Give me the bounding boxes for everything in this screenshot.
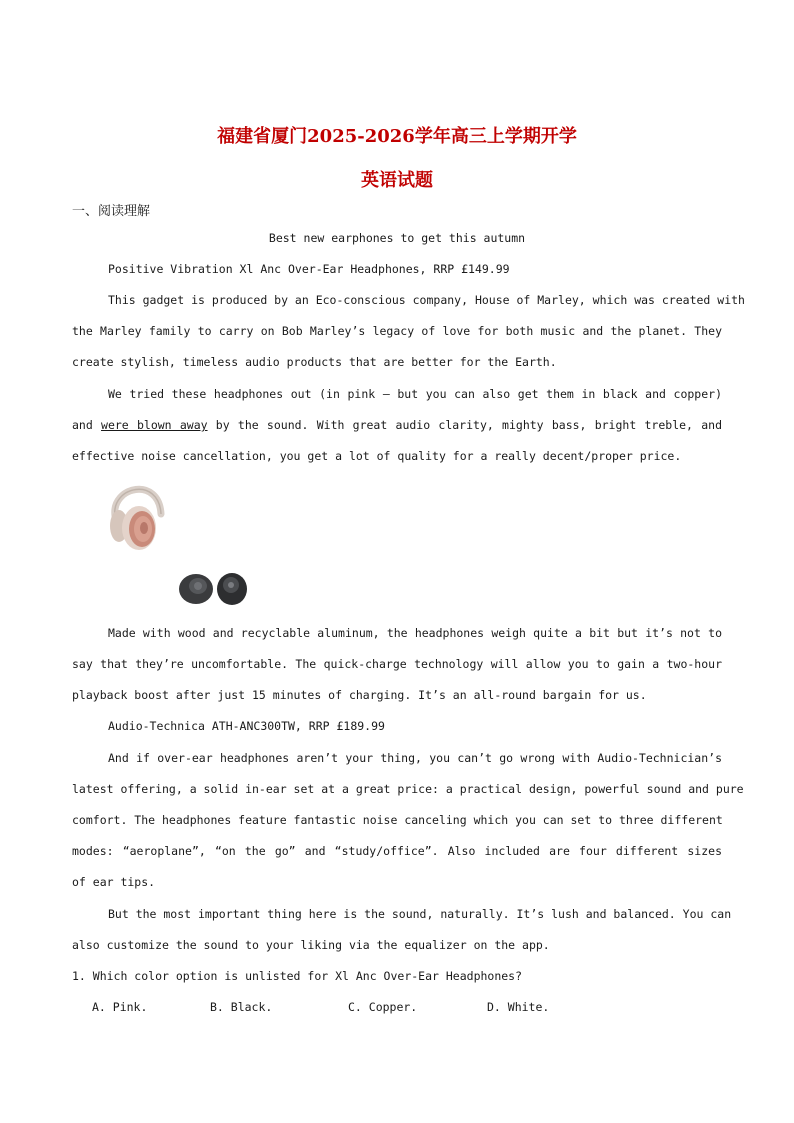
p2-line3: effective noise cancellation, you get a lot of quality for a really decent/proper price. (72, 449, 682, 463)
p1-line3: create stylish, timeless audio products that are better for the Earth. (72, 355, 557, 369)
passage-heading: Best new earphones to get this autumn (268, 231, 526, 245)
p3-line3: playback boost after just 15 minutes of charging. It’s an all-round bargain for us. (72, 688, 647, 702)
document-title-line1: 福建省厦门2025-2026学年高三上学期开学 (217, 126, 577, 147)
p2-line2-pre: and (72, 418, 102, 432)
option-d[interactable]: D. White. (487, 1000, 550, 1014)
p4-line2: latest offering, a solid in-ear set at a great price: a practical design, powerful sound and pure (72, 782, 744, 796)
question1-stem: 1. Which color option is unlisted for Xl Anc Over-Ear Headphones? (72, 969, 523, 983)
p2-line2-post: by the sound. With great audio clarity, mighty bass, bright treble, and (207, 418, 722, 432)
earbuds-image (176, 569, 252, 609)
product1-title: Positive Vibration Xl Anc Over-Ear Headphones, RRP £149.99 (108, 262, 510, 276)
p2-line1: We tried these headphones out (in pink — but you can also get them in black and copper) (108, 387, 722, 401)
document-title-line2: 英语试题 (361, 170, 433, 191)
p2-line2 (72, 417, 722, 433)
section-heading: 一、阅读理解 (72, 204, 151, 219)
p3-line2: say that they’re uncomfortable. The quick-charge technology will allow you to gain a two-hour (72, 657, 722, 671)
option-c[interactable]: C. Copper. (348, 1000, 418, 1014)
p1-line2: the Marley family to carry on Bob Marley’s legacy of love for both music and the planet. They (72, 324, 722, 338)
option-b[interactable]: B. Black. (210, 1000, 273, 1014)
product2-title: Audio-Technica ATH-ANC300TW, RRP £189.99 (108, 719, 385, 733)
headphones-image (105, 474, 167, 558)
underlined-phrase: were blown away (101, 418, 208, 432)
p1-line1: This gadget is produced by an Eco-conscious company, House of Marley, which was created with (108, 293, 745, 307)
option-a[interactable]: A. Pink. (92, 1000, 148, 1014)
p4-line5: of ear tips. (72, 875, 156, 889)
p4-line1: And if over-ear headphones aren’t your thing, you can’t go wrong with Audio-Technician’s (108, 751, 722, 765)
p4-line3: comfort. The headphones feature fantastic noise canceling which you can set to three different (72, 813, 723, 827)
p4-line4: modes: “aeroplane”, “on the go” and “study/office”. Also included are four different sizes (72, 844, 722, 858)
p5-line1: But the most important thing here is the sound, naturally. It’s lush and balanced. You can (108, 907, 732, 921)
p3-line1: Made with wood and recyclable aluminum, the headphones weigh quite a bit but it’s not to (108, 626, 722, 640)
p5-line2: also customize the sound to your liking via the equalizer on the app. (72, 938, 550, 952)
